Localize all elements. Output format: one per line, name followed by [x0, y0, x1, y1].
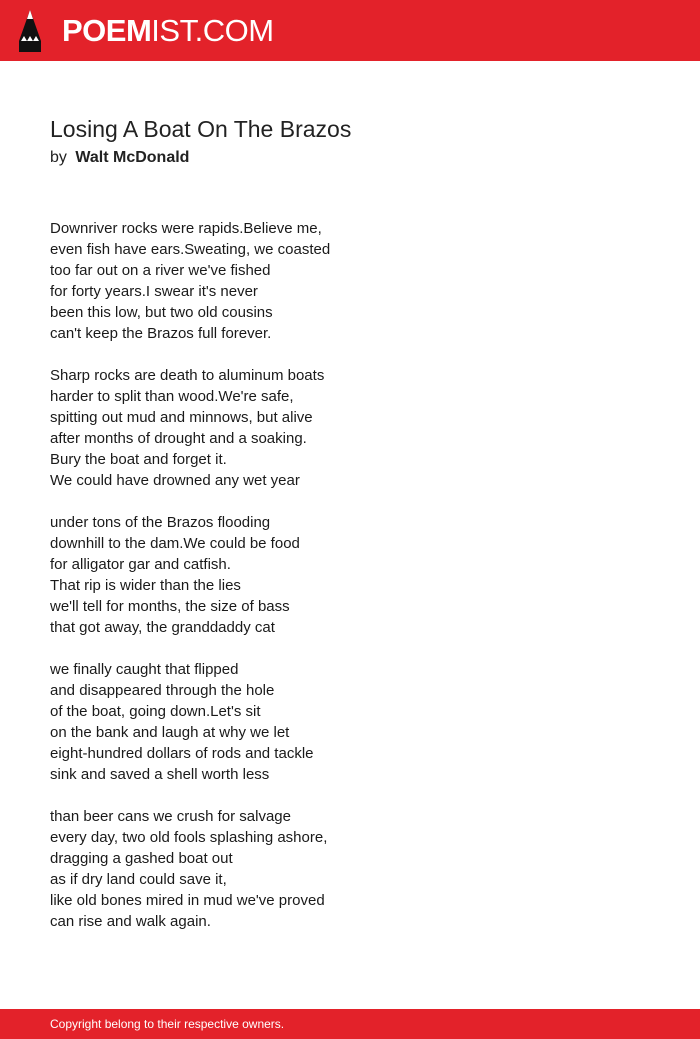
- poem-line: eight-hundred dollars of rods and tackle: [50, 745, 314, 762]
- poem-line: spitting out mud and minnows, but alive: [50, 409, 313, 426]
- poem-line: as if dry land could save it,: [50, 871, 227, 888]
- poem-line: even fish have ears.Sweating, we coasted: [50, 241, 331, 258]
- poem-line: that got away, the granddaddy cat: [50, 619, 275, 636]
- poem-line: we finally caught that flipped: [50, 661, 239, 678]
- site-footer: [0, 1009, 700, 1039]
- poem-line: downhill to the dam.We could be food: [50, 535, 300, 552]
- stanza: [50, 365, 470, 491]
- stanza: [50, 659, 470, 785]
- poem-line: under tons of the Brazos flooding: [50, 514, 271, 531]
- poem-title: Losing A Boat On The Brazos: [50, 116, 352, 142]
- poem-line: on the bank and laugh at why we let: [50, 724, 290, 741]
- poem-line: Bury the boat and forget it.: [50, 451, 227, 468]
- pencil-icon: [17, 10, 43, 52]
- author-name: Walt McDonald: [75, 149, 190, 166]
- stanza: [50, 218, 470, 344]
- by-label: by: [50, 149, 67, 166]
- logo-text-light: IST.COM: [151, 13, 274, 48]
- poem-line: every day, two old fools splashing ashore,: [50, 829, 328, 846]
- poem-line: been this low, but two old cousins: [50, 304, 273, 321]
- poem-line: too far out on a river we've fished: [50, 262, 271, 279]
- poem-line: dragging a gashed boat out: [50, 850, 233, 867]
- poem-line: can't keep the Brazos full forever.: [50, 325, 272, 342]
- stanza: [50, 806, 470, 932]
- poem-line: like old bones mired in mud we've proved: [50, 892, 325, 909]
- poem-line: can rise and walk again.: [50, 913, 211, 930]
- site-header: [0, 0, 700, 61]
- poem-line: harder to split than wood.We're safe,: [50, 388, 294, 405]
- poem-line: than beer cans we crush for salvage: [50, 808, 291, 825]
- poem-line: for alligator gar and catfish.: [50, 556, 231, 573]
- poem-line: and disappeared through the hole: [50, 682, 275, 699]
- copyright-text: Copyright belong to their respective owners.: [50, 1017, 285, 1031]
- poem-line: We could have drowned any wet year: [50, 472, 300, 489]
- poem-line: sink and saved a shell worth less: [50, 766, 270, 783]
- logo-text-bold: POEM: [62, 13, 152, 48]
- poem-line: after months of drought and a soaking.: [50, 430, 307, 447]
- poem-line: of the boat, going down.Let's sit: [50, 703, 261, 720]
- site-logo[interactable]: [62, 11, 274, 51]
- stanza: [50, 512, 470, 638]
- poem-line: we'll tell for months, the size of bass: [50, 598, 290, 615]
- poem-line: for forty years.I swear it's never: [50, 283, 258, 300]
- poem-line: Downriver rocks were rapids.Believe me,: [50, 220, 322, 237]
- poem-line: Sharp rocks are death to aluminum boats: [50, 367, 325, 384]
- byline: [50, 149, 189, 167]
- poem-body: [50, 218, 470, 953]
- poem-line: That rip is wider than the lies: [50, 577, 241, 594]
